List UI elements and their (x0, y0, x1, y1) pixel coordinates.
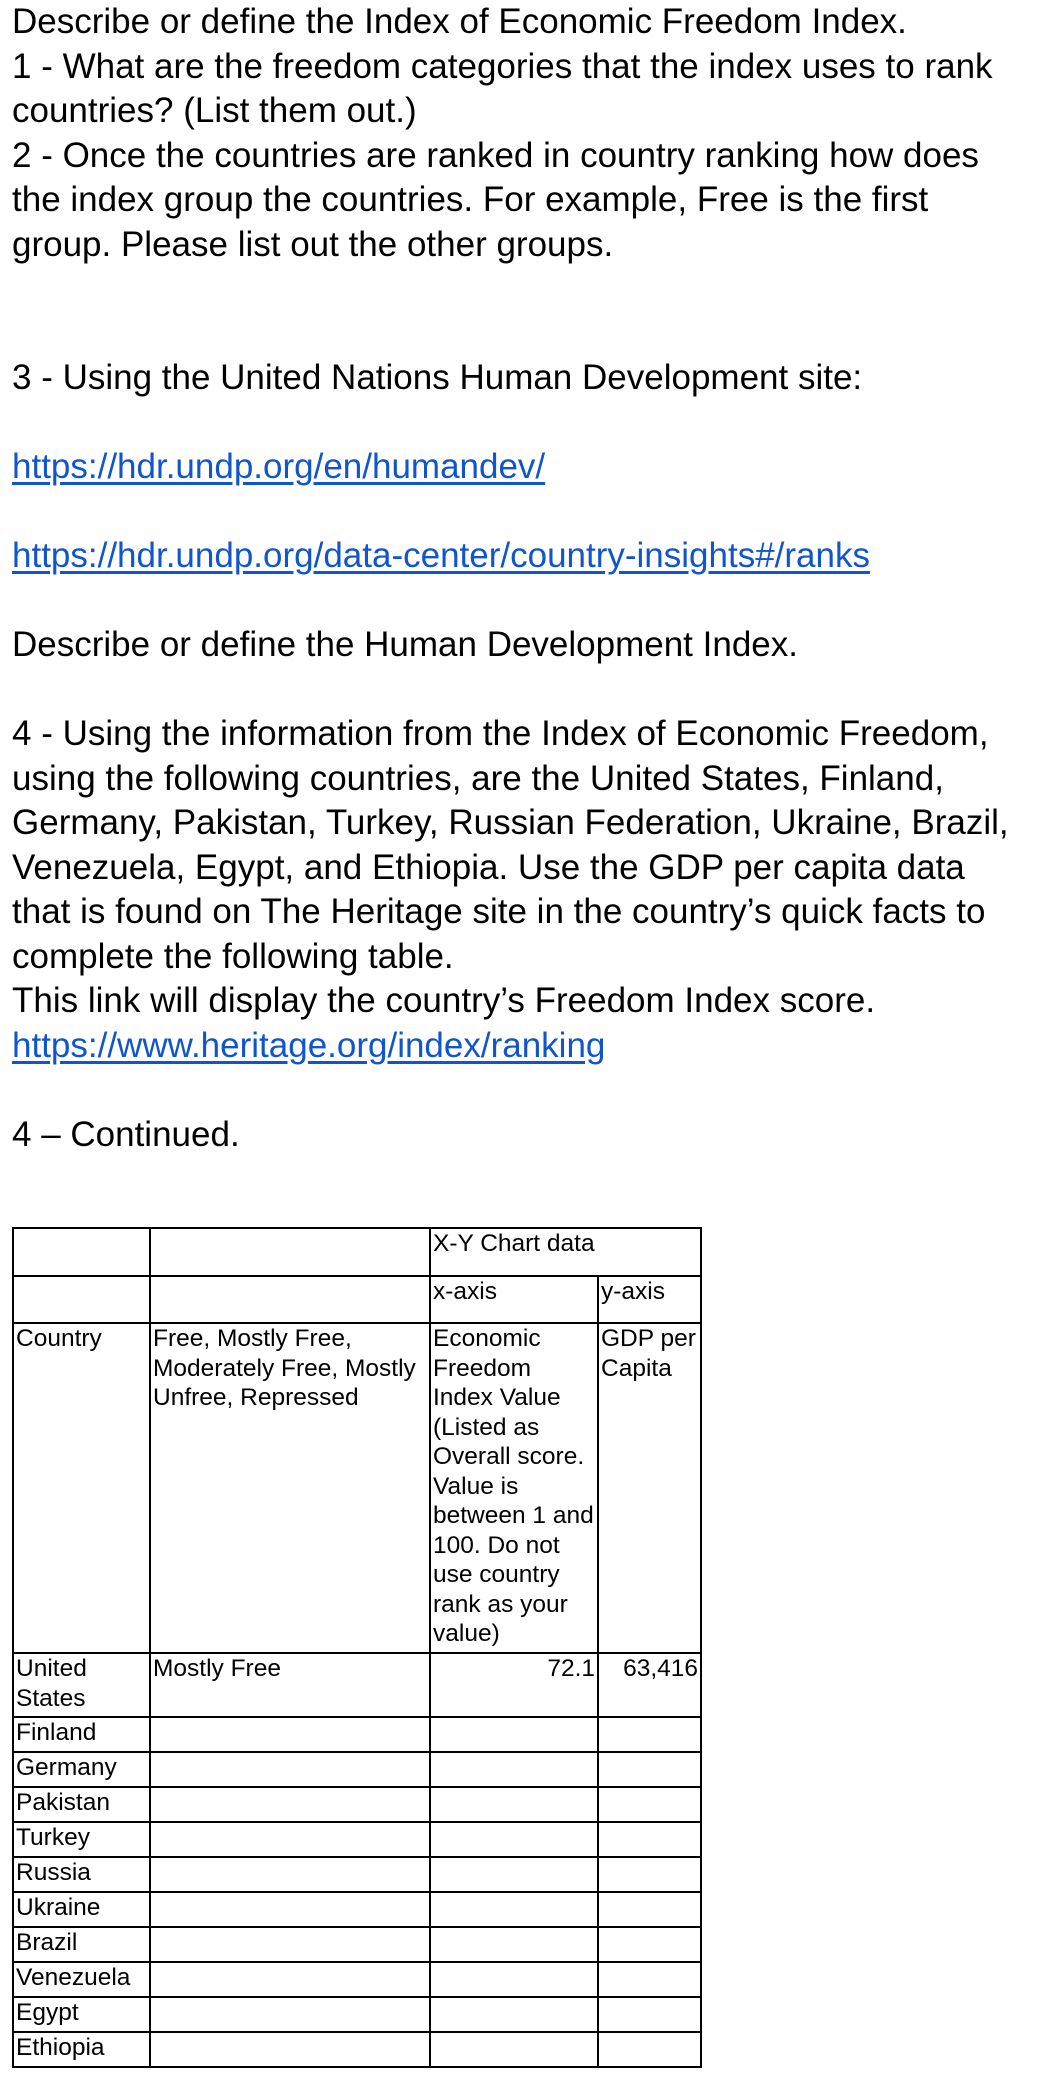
gdp-cell[interactable] (598, 1717, 701, 1752)
table-cell[interactable] (150, 1228, 430, 1276)
category-cell[interactable] (150, 1787, 430, 1822)
spacer (12, 579, 1032, 624)
table-row (13, 1892, 701, 1927)
score-cell[interactable] (430, 1997, 598, 2032)
gdp-cell[interactable]: 63,416 (598, 1653, 701, 1717)
country-cell[interactable]: Brazil (13, 1927, 150, 1962)
table-row (13, 2032, 701, 2067)
question-1: 1 - What are the freedom categories that the index uses to rank countries? (List them out.) (12, 46, 993, 130)
country-cell[interactable]: United States (13, 1653, 150, 1717)
score-cell[interactable] (430, 1962, 598, 1997)
table-row (13, 1927, 701, 1962)
heritage-ranking-link[interactable]: https://www.heritage.org/index/ranking (12, 1025, 606, 1065)
gdp-cell[interactable] (598, 2032, 701, 2067)
country-cell[interactable]: Turkey (13, 1822, 150, 1857)
country-cell[interactable]: Egypt (13, 1997, 150, 2032)
axis-label-row (13, 1276, 701, 1323)
chart-title-cell[interactable]: X-Y Chart data (430, 1228, 701, 1276)
header-economic-freedom[interactable]: Economic Freedom Index Value (Listed as Overall score. Value is between 1 and 100. Do not use country rank as your value) (430, 1323, 598, 1653)
score-cell[interactable] (430, 1892, 598, 1927)
question-4-continued: 4 – Continued. (12, 1114, 240, 1154)
gdp-cell[interactable] (598, 1927, 701, 1962)
hdr-humandev-link[interactable]: https://hdr.undp.org/en/humandev/ (12, 447, 546, 486)
score-cell[interactable] (430, 1787, 598, 1822)
spacer (12, 1068, 1032, 1113)
question-2: 2 - Once the countries are ranked in country ranking how does the index group the countries. For example, Free is the first group. Please list out the other groups. (12, 135, 979, 264)
score-cell[interactable] (430, 1927, 598, 1962)
xy-chart-data-table (12, 1227, 702, 2068)
category-cell[interactable]: Mostly Free (150, 1653, 430, 1717)
country-cell[interactable]: Russia (13, 1857, 150, 1892)
table-cell[interactable] (13, 1276, 150, 1323)
category-cell[interactable] (150, 1962, 430, 1997)
table-row (13, 1717, 701, 1752)
country-cell[interactable]: Venezuela (13, 1962, 150, 1997)
category-cell[interactable] (150, 1997, 430, 2032)
category-cell[interactable] (150, 1927, 430, 1962)
y-axis-label-cell[interactable]: y-axis (598, 1276, 701, 1323)
country-cell[interactable]: Germany (13, 1752, 150, 1787)
category-cell[interactable] (150, 1752, 430, 1787)
score-cell[interactable] (430, 1752, 598, 1787)
country-cell[interactable]: Ethiopia (13, 2032, 150, 2067)
category-cell[interactable] (150, 1822, 430, 1857)
category-cell[interactable] (150, 1717, 430, 1752)
table-row (13, 1752, 701, 1787)
category-cell[interactable] (150, 1892, 430, 1927)
header-category[interactable]: Free, Mostly Free, Moderately Free, Mostly Unfree, Repressed (150, 1323, 430, 1653)
header-gdp[interactable]: GDP per Capita (598, 1323, 701, 1653)
country-cell[interactable]: Finland (13, 1717, 150, 1752)
gdp-cell[interactable] (598, 1997, 701, 2032)
gdp-cell[interactable] (598, 1822, 701, 1857)
score-cell[interactable] (430, 2032, 598, 2067)
hdr-ranks-link[interactable]: https://hdr.undp.org/data-center/country-insights#/ranks (12, 536, 870, 575)
x-axis-label-cell[interactable]: x-axis (430, 1276, 598, 1323)
score-cell[interactable] (430, 1857, 598, 1892)
table-title-row (13, 1228, 701, 1276)
gdp-cell[interactable] (598, 1962, 701, 1997)
score-cell[interactable] (430, 1822, 598, 1857)
country-cell[interactable]: Ukraine (13, 1892, 150, 1927)
score-cell[interactable] (430, 1717, 598, 1752)
table-row (13, 1787, 701, 1822)
header-country[interactable]: Country (13, 1323, 150, 1653)
category-cell[interactable] (150, 1857, 430, 1892)
question-4-link-intro: This link will display the country’s Freedom Index score. (12, 981, 876, 1020)
spacer (12, 401, 1032, 446)
gdp-cell[interactable] (598, 1892, 701, 1927)
spacer (12, 267, 1032, 356)
document-body (12, 0, 1032, 1157)
table-row (13, 1997, 701, 2032)
hdi-prompt: Describe or define the Human Development Index. (12, 625, 798, 664)
score-cell[interactable]: 72.1 (430, 1653, 598, 1717)
category-cell[interactable] (150, 2032, 430, 2067)
country-cell[interactable]: Pakistan (13, 1787, 150, 1822)
table-row (13, 1857, 701, 1892)
question-3: 3 - Using the United Nations Human Development site: (12, 358, 863, 397)
gdp-cell[interactable] (598, 1857, 701, 1892)
table-row (13, 1962, 701, 1997)
table-row (13, 1822, 701, 1857)
intro-paragraph: Describe or define the Index of Economic Freedom Index. (12, 2, 907, 41)
table-cell[interactable] (13, 1228, 150, 1276)
column-header-row (13, 1323, 701, 1653)
gdp-cell[interactable] (598, 1752, 701, 1787)
spacer (12, 668, 1032, 713)
question-4: 4 - Using the information from the Index of Economic Freedom, using the following countries, are the United States, Finland, Germany, Pakistan, Turkey, Russian Federation, Ukraine, Brazil, Venezuela, Egypt, and Ethiopia. Use the GDP per capita data that is found on The Heritage site in the country’s quick facts to complete the following table. (12, 714, 1009, 976)
table-row (13, 1653, 701, 1717)
gdp-cell[interactable] (598, 1787, 701, 1822)
spacer (12, 490, 1032, 535)
table-cell[interactable] (150, 1276, 430, 1323)
